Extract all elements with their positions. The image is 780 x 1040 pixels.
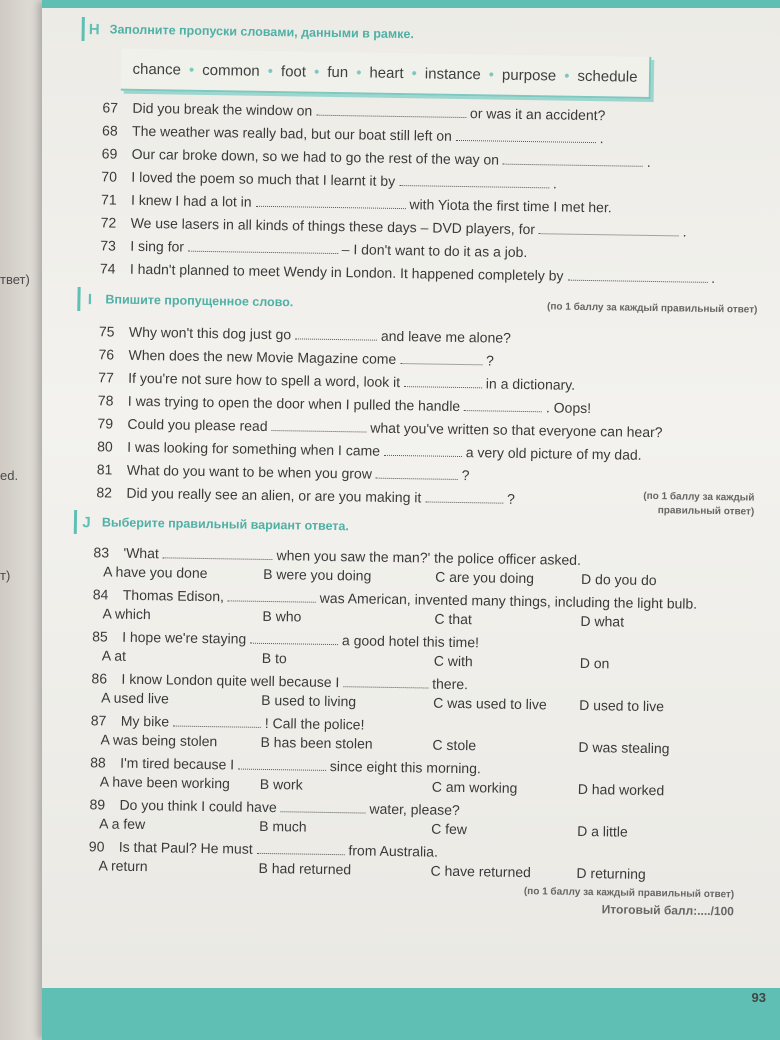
answer-blank[interactable]: [163, 546, 273, 560]
word-foot: foot: [280, 62, 307, 81]
margin-fragment: ed.: [0, 468, 19, 483]
option-d[interactable]: D on: [579, 654, 610, 672]
exercise-line: 71 I knew I had a lot in with Yiota the first time I met her.: [100, 191, 612, 216]
word-purpose: purpose: [501, 66, 557, 84]
question: 89 Do you think I could have water, please? A a few B much C few D a little: [89, 795, 750, 843]
points-note: (по 1 баллу за каждый правильный ответ): [546, 300, 758, 316]
word-chance: chance: [132, 60, 182, 79]
option-b[interactable]: B were you doing: [263, 565, 372, 584]
option-b[interactable]: B who: [262, 607, 302, 625]
exercise-line: 80 I was looking for something when I came a very old picture of my dad.: [97, 438, 642, 463]
answer-blank[interactable]: [343, 675, 428, 688]
total-score: Итоговый балл:..../100: [601, 902, 735, 919]
option-c[interactable]: C that: [434, 610, 472, 628]
exercise-line: 79 Could you please read what you've written so that everyone can hear?: [97, 415, 663, 441]
option-a[interactable]: A return: [98, 857, 148, 875]
option-d[interactable]: D do you do: [580, 570, 657, 589]
option-d[interactable]: D what: [580, 612, 625, 630]
option-c[interactable]: C was used to live: [433, 694, 547, 713]
option-a[interactable]: A was being stolen: [100, 731, 218, 750]
exercise-line: 77 If you're not sure how to spell a word, look it in a dictionary.: [98, 369, 576, 393]
question: 83 'What when you saw the man?' the police officer asked. A have you done B were you doing C are you doing D do you do: [93, 543, 754, 591]
bottom-band: [42, 988, 780, 1040]
option-d[interactable]: D used to live: [579, 696, 665, 715]
margin-fragment: т): [0, 568, 11, 583]
question: 90 Is that Paul? He must from Australia. A return B had returned C have returned D returning: [88, 837, 749, 885]
section-j-questions: [68, 543, 753, 886]
option-a[interactable]: A a few: [99, 815, 146, 833]
workbook-page: [42, 0, 780, 1040]
exercise-line: 81 What do you want to be when you grow ?: [96, 461, 470, 484]
option-d[interactable]: D a little: [577, 822, 628, 840]
word-instance: instance: [424, 64, 481, 83]
exercise-line: 70 I loved the poem so much that I learnt it by .: [101, 168, 557, 192]
question: 86 I know London quite well because I there. A used live B used to living C was used to live D used to live: [91, 669, 752, 717]
exercise-line: 69 Our car broke down, so we had to go the rest of the way on .: [101, 145, 651, 170]
option-c[interactable]: C are you doing: [435, 568, 535, 587]
word-common: common: [202, 61, 260, 80]
option-b[interactable]: B used to living: [261, 691, 357, 710]
answer-blank[interactable]: [255, 195, 405, 209]
option-b[interactable]: B has been stolen: [260, 733, 373, 752]
question: 87 My bike ! Call the police! A was being stolen B has been stolen C stole D was stealing: [90, 711, 751, 759]
option-c[interactable]: C am working: [431, 778, 518, 796]
page-number: 93: [751, 990, 766, 1005]
answer-blank[interactable]: [295, 327, 377, 340]
answer-blank[interactable]: [376, 467, 458, 480]
section-h-header: [81, 16, 761, 53]
option-b[interactable]: B work: [259, 775, 303, 793]
option-b[interactable]: B to: [261, 649, 287, 667]
option-a[interactable]: A which: [102, 605, 151, 623]
answer-blank[interactable]: [281, 800, 366, 813]
answer-blank[interactable]: [567, 269, 707, 283]
answer-blank[interactable]: [399, 174, 549, 188]
option-a[interactable]: A have you done: [103, 563, 208, 582]
exercise-line: 82 Did you really see an alien, or are you making it ? (по 1 баллу за каждый правильный ответ): [96, 484, 755, 518]
question: 85 I hope we're staying a good hotel this time! A at B to C with D on: [92, 627, 753, 675]
answer-blank[interactable]: [238, 758, 326, 771]
answer-blank[interactable]: [257, 842, 345, 855]
points-note: (по 1 баллу за каждый правильный ответ): [643, 490, 755, 518]
answer-blank[interactable]: [425, 490, 503, 503]
answer-blank[interactable]: [456, 129, 596, 143]
option-d[interactable]: D had worked: [577, 780, 665, 799]
answer-blank[interactable]: [503, 153, 643, 167]
points-note: (по 1 баллу за каждый правильный ответ): [523, 886, 735, 901]
section-title: Выберите правильный вариант ответа.: [101, 515, 349, 534]
option-d[interactable]: D returning: [576, 864, 646, 882]
option-b[interactable]: B much: [259, 817, 307, 835]
answer-blank[interactable]: [316, 104, 466, 118]
section-title: Заполните пропуски словами, данными в рамке.: [109, 22, 414, 42]
option-b[interactable]: B had returned: [258, 859, 352, 878]
option-a[interactable]: A at: [101, 647, 127, 664]
word-fun: fun: [327, 63, 349, 81]
margin-fragment: твет): [0, 272, 30, 287]
answer-blank[interactable]: [188, 240, 338, 254]
answer-blank[interactable]: [384, 444, 462, 457]
exercise-line: 75 Why won't this dog just go and leave me alone?: [98, 323, 512, 346]
option-c[interactable]: C few: [431, 820, 468, 838]
question: 88 I'm tired because I since eight this morning. A have been working B work C am working D had worked: [90, 753, 751, 801]
section-letter: I: [77, 287, 99, 311]
option-a[interactable]: A used live: [101, 689, 170, 707]
answer-blank[interactable]: [250, 632, 338, 645]
section-i-header: [77, 286, 757, 323]
section-i-items: [96, 320, 757, 519]
exercise-line: 72 We use lasers in all kinds of things these days – DVD players, for .: [100, 214, 687, 240]
section-letter: H: [82, 17, 104, 41]
answer-blank[interactable]: [400, 352, 482, 365]
answer-blank[interactable]: [228, 589, 316, 602]
option-c[interactable]: C have returned: [430, 862, 532, 881]
answer-blank[interactable]: [173, 715, 261, 728]
word-box: chance • common • foot • fun • heart • instance • purpose • schedule: [121, 49, 652, 99]
option-a[interactable]: A have been working: [99, 773, 230, 792]
answer-blank[interactable]: [464, 399, 542, 412]
word-heart: heart: [369, 64, 404, 82]
exercise-line: 78 I was trying to open the door when I pulled the handle . Oops!: [97, 392, 592, 417]
exercise-line: 76 When does the new Movie Magazine come ?: [98, 346, 494, 369]
page-content: [68, 10, 762, 919]
answer-blank[interactable]: [539, 222, 679, 236]
exercise-line: 73 I sing for – I don't want to do it as a job.: [100, 237, 528, 261]
section-title: Впишите пропущенное слово.: [105, 292, 294, 310]
exercise-line: 68 The weather was really bad, but our boat still left on .: [101, 122, 604, 147]
exercise-line: 67 Did you break the window on or was it an accident?: [102, 99, 606, 124]
option-c[interactable]: C with: [433, 652, 473, 670]
top-band: [42, 0, 780, 8]
question: 84 Thomas Edison, was American, invented many things, including the light bulb. A which B who C that D what: [92, 585, 753, 633]
option-d[interactable]: D was stealing: [578, 738, 670, 757]
answer-blank[interactable]: [271, 419, 366, 432]
exercise-line: 74 I hadn't planned to meet Wendy in London. It happened completely by .: [99, 260, 716, 286]
word-schedule: schedule: [577, 67, 638, 86]
answer-blank[interactable]: [404, 375, 482, 388]
section-letter: J: [74, 510, 96, 534]
option-c[interactable]: C stole: [432, 736, 477, 754]
section-h-items: [100, 96, 761, 290]
